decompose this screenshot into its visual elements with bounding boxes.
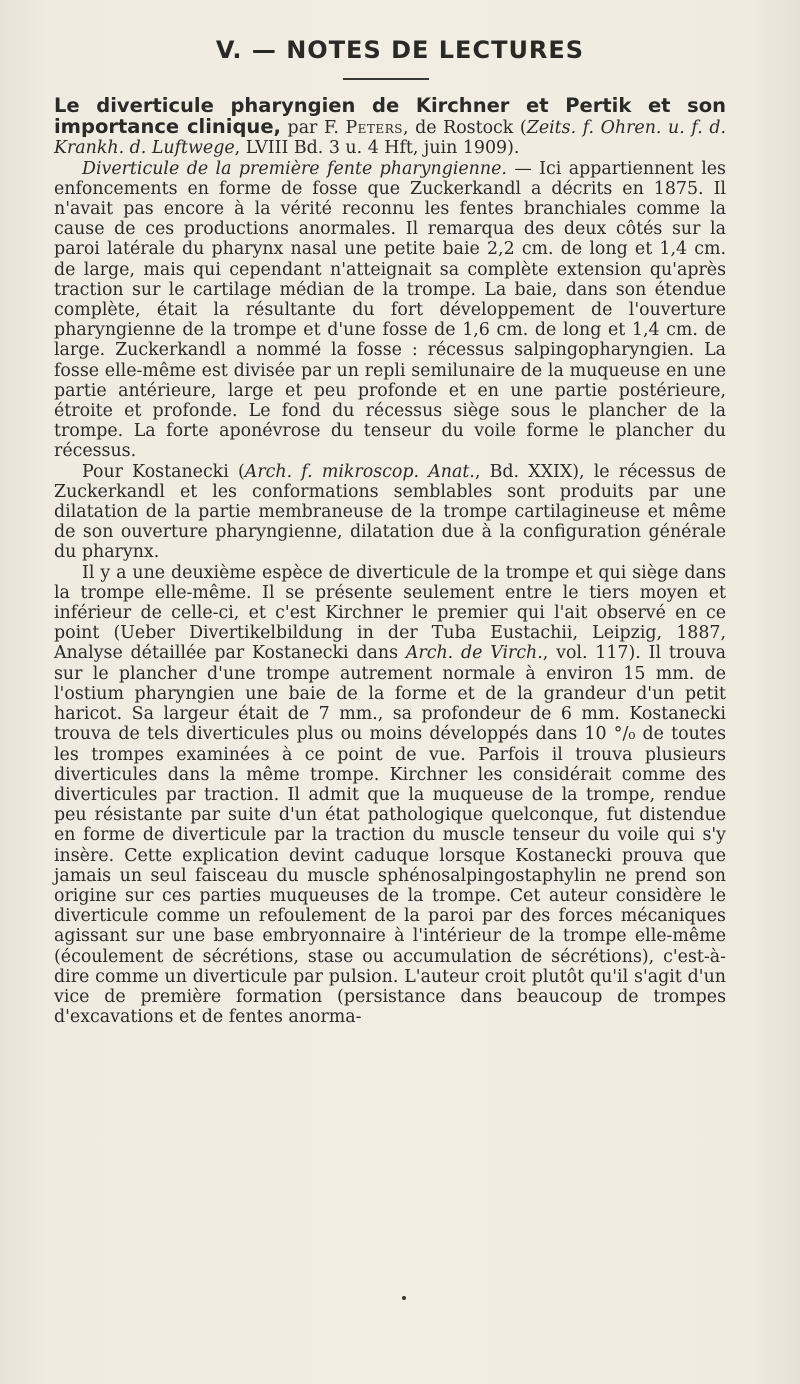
title-divider — [343, 78, 429, 80]
author-name: Peters — [345, 118, 403, 139]
paragraph-3 — [54, 563, 726, 1028]
paragraph-2-reference: Arch. f. mikroscop. Anat. — [244, 461, 475, 482]
page-mark-dot — [402, 1296, 406, 1300]
section-title: V. — NOTES DE LECTURES — [215, 36, 585, 64]
paragraph-2 — [54, 462, 726, 563]
paragraph-1 — [54, 159, 726, 462]
byline-place: , de Rostock ( — [402, 118, 527, 139]
byline-par: par F. — [280, 118, 346, 139]
journal-title: Zeits. f. Ohren. u. f. d. Krankh. d. Luftwege — [54, 118, 726, 159]
paragraph-3-text-a: Il y a une deuxième espèce de diverticule de la trompe et qui siège dans la trompe elle-même. Il se présente seulement entre le tiers moyen et inférieur de celle-ci, et c'est Kirchner le premier qui l'ait observé en ce point (Ueber Divertikelbildung in der Tuba Eustachii, Leipzig, 1887, Analyse détaillée par Kostanecki dans — [54, 562, 726, 664]
article-heading-paragraph — [54, 96, 726, 159]
article-body — [54, 96, 726, 1027]
journal-details: , LVIII Bd. 3 u. 4 Hft, juin 1909). — [234, 138, 520, 159]
paragraph-1-lead: Diverticule de la première fente pharyngienne. — [82, 158, 507, 179]
paragraph-2-text-b: , Bd. XXIX), le récessus de Zuckerkandl et les conformations semblables sont produits par une dilatation de la partie membraneuse de la trompe cartilagineuse et même de son ouverture pharyngienne, dilatation due à la configuration générale du pharynx. — [54, 461, 726, 563]
article-heading: Le diverticule pharyngien de Kirchner et Pertik et son importance clinique, — [54, 94, 726, 139]
paragraph-3-text-b: , vol. 117). Il trouva sur le plancher d'une trompe autrement normale à environ 15 mm. de l'ostium pharyngien une baie de la forme et de la grandeur d'un petit haricot. Sa largeur était de 7 mm., sa profondeur de 6 mm. Kostanecki trouva de tels diverticules plus ou moins développés dans 10 °/₀ de toutes les trompes examinées à ce point de vue. Parfois il trouva plusieurs diverticules dans la même trompe. Kirchner les considérait comme des diverticules par traction. Il admit que la muqueuse de la trompe, rendue peu résistante par suite d'un état pathologique quelconque, fut distendue en forme de diverticule par la traction du muscle tenseur du voile qui s'y insère. Cette explication devint caduque lorsque Kostanecki prouva que jamais un seul faisceau du muscle sphénosalpingostaphylin ne prend son origine sur ces parties muqueuses de la trompe. Cet auteur considère le diverticule comme un refoulement de la paroi par des forces mécaniques agissant sur une base embryonnaire à l'intérieur de la trompe elle-même (écoulement de sécrétions, stase ou accumulation de sécrétions), c'est-à-dire comme un diverticule par pulsion. L'auteur croit plutôt qu'il s'agit d'un vice de première formation (persistance dans beaucoup de trompes d'excavations et de fentes anorma- — [54, 643, 727, 1028]
paragraph-1-text: — Ici appartiennent les enfoncements en forme de fosse que Zuckerkandl a décrits en 1875. Il n'avait pas encore à la vérité reconnu les fentes branchiales comme la cause de ces productions anormales. Il remarqua des deux côtés sur la paroi latérale du pharynx nasal une petite baie 2,2 cm. de long et 1,4 cm. de large, mais qui cependant n'atteignait sa complète extension qu'après traction sur le cartilage médian de la trompe. La baie, dans son étendue complète, était la résultante du fort développement de l'ouverture pharyngienne de la trompe et d'une fosse de 1,6 cm. de long et 1,4 cm. de large. Zuckerkandl a nommé la fosse : récessus salpingopharyngien. La fosse elle-même est divisée par un repli semilunaire de la muqueuse en une partie antérieure, large et peu profonde et en une partie postérieure, étroite et profonde. Le fond du récessus siège sous le plancher de la trompe. La forte aponévrose du tenseur du voile forme le plancher du récessus. — [54, 158, 726, 462]
paragraph-3-reference: Arch. de Virch. — [405, 643, 543, 664]
paragraph-2-text-a: Pour Kostanecki ( — [82, 461, 245, 482]
